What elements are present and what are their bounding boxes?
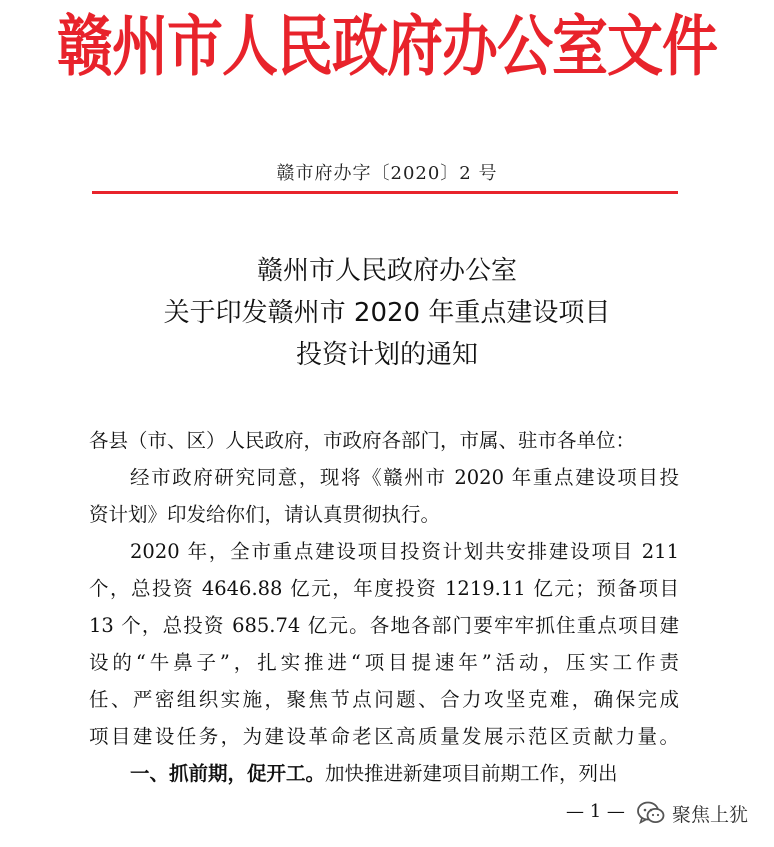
salutation-line: 各县（市、区）人民政府，市政府各部门，市属、驻市各单位：	[89, 429, 636, 452]
page-number: — 1 —	[566, 801, 625, 822]
section-1-text: 加快推进新建项目前期工作，列出	[325, 762, 618, 785]
body-paragraph-line: 经市政府研究同意，现将《赣州市 2020 年重点建设项目投	[130, 466, 679, 489]
watermark	[636, 799, 748, 827]
header-red-rule	[92, 191, 678, 194]
body-paragraph-line: 设的“牛鼻子”，扎实推进“项目提速年”活动，压实工作责	[89, 651, 679, 674]
body-paragraph-line: 资计划》印发给你们，请认真贯彻执行。	[89, 503, 441, 526]
watermark-text: 聚焦上犹	[672, 803, 749, 826]
body-paragraph-line: 13 个，总投资 685.74 亿元。各地各部门要牢牢抓住重点项目建	[89, 614, 679, 637]
notice-title-line-1: 赣州市人民政府办公室	[256, 256, 517, 286]
section-1-heading: 一、抓前期，促开工。	[130, 762, 326, 785]
notice-title-line-3: 投资计划的通知	[295, 340, 478, 370]
body-paragraph-line: 任、严密组织实施，聚焦节点问题、合力攻坚克难，确保完成	[89, 688, 679, 711]
section-1-line	[130, 761, 679, 787]
notice-title-line-2: 关于印发赣州市 2020 年重点建设项目	[163, 298, 611, 328]
body-paragraph-line: 个，总投资 4646.88 亿元，年度投资 1219.11 亿元；预备项目	[89, 577, 679, 600]
document-org-title: 赣州市人民政府办公室文件	[57, 7, 717, 86]
document-number: 赣市府办字〔2020〕2 号	[276, 163, 498, 184]
body-paragraph-line: 项目建设任务，为建设革命老区高质量发展示范区贡献力量。	[89, 725, 679, 748]
body-paragraph-line: 2020 年，全市重点建设项目投资计划共安排建设项目 211	[130, 540, 679, 563]
wechat-icon	[636, 800, 666, 826]
